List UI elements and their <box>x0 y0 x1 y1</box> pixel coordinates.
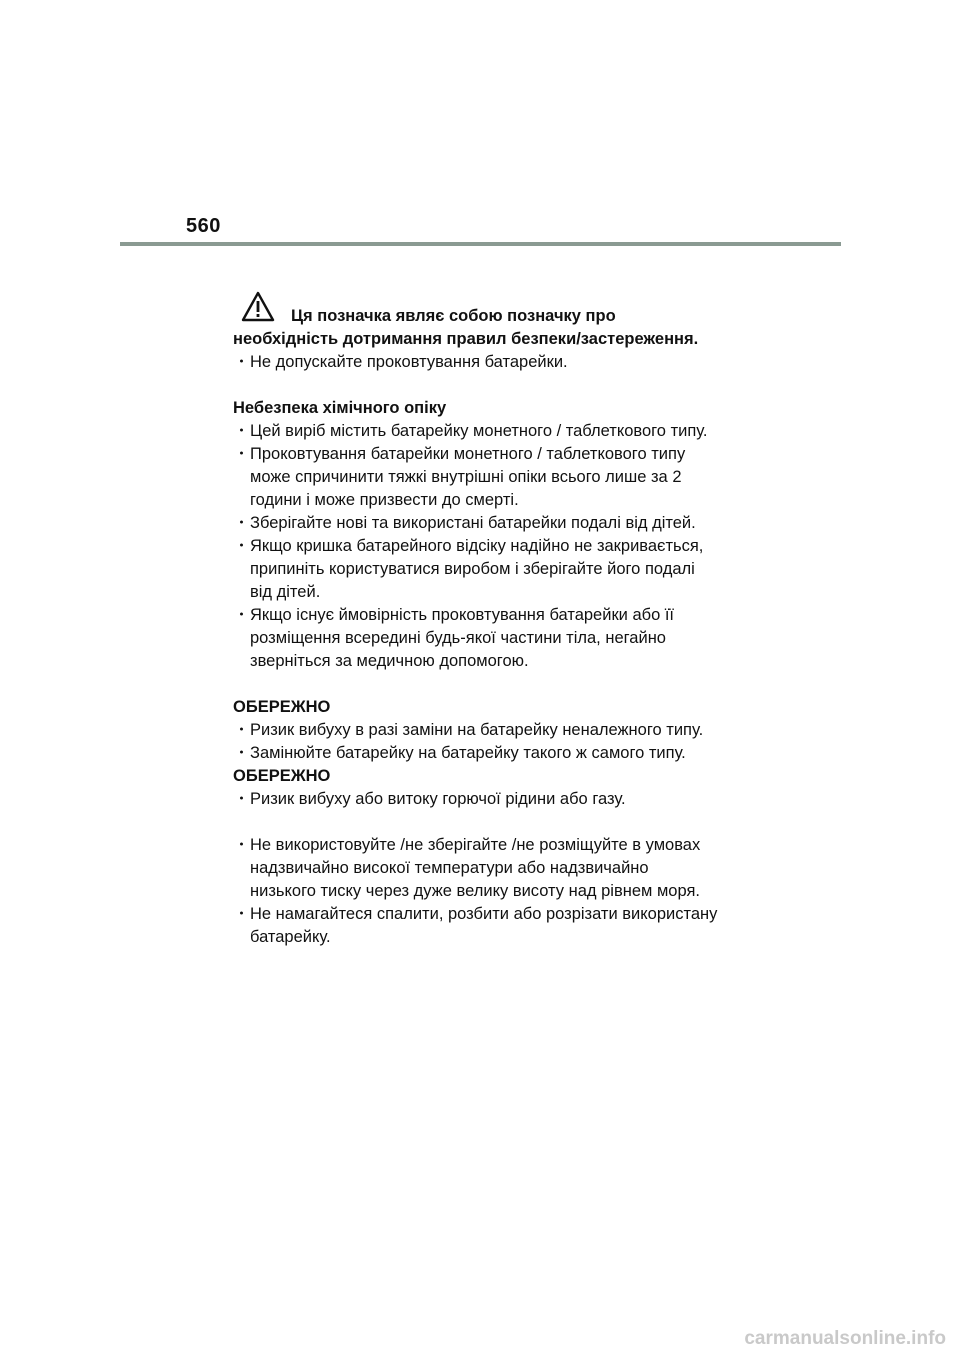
bullet-continuation: години і може призвести до смерті. <box>250 491 519 509</box>
warning-group <box>233 673 753 765</box>
bullet-continuation: низького тиску через дуже велику висоту над рівнем моря. <box>250 882 700 900</box>
bullet-dot: ・ <box>233 353 250 371</box>
bullet-item <box>233 788 753 811</box>
section-heading: Небезпека хімічного опіку <box>233 399 447 417</box>
warning-triangle-icon <box>241 291 275 323</box>
bullet-continuation: розміщення всередині будь-якої частини тіла, негайно <box>250 629 666 647</box>
bullet-dot: ・ <box>233 537 250 555</box>
warning-group <box>233 351 753 374</box>
bullet-dot: ・ <box>233 836 250 854</box>
bullet-text: Цей виріб містить батарейку монетного / таблеткового типу. <box>250 422 708 440</box>
spacer <box>233 673 753 696</box>
bullet-text: Проковтування батарейки монетного / таблеткового типу <box>250 445 686 463</box>
bullet-continuation: батарейку. <box>250 928 331 946</box>
spacer <box>233 811 753 834</box>
warning-groups <box>233 351 753 949</box>
bullet-dot: ・ <box>233 445 250 463</box>
bullet-continuation: зверніться за медичною допомогою. <box>250 652 529 670</box>
bullet-continuation: може спричинити тяжкі внутрішні опіки всього лише за 2 <box>250 468 682 486</box>
bullet-continuation: надзвичайно високої температури або надзвичайно <box>250 859 649 877</box>
bullet-item <box>233 512 753 535</box>
warning-group <box>233 811 753 949</box>
bullet-text: Якщо кришка батарейного відсіку надійно не закривається, <box>250 537 704 555</box>
bullet-item <box>233 351 753 374</box>
bullet-text: Якщо існує ймовірність проковтування батарейки або її <box>250 606 675 624</box>
intro-text-1: Ця позначка являє собою позначку про <box>291 307 616 325</box>
bullet-item <box>233 443 753 466</box>
bullet-item <box>233 604 753 627</box>
bullet-continuation: від дітей. <box>250 583 321 601</box>
page-number: 560 <box>186 215 221 237</box>
bullet-text: Ризик вибуху в разі заміни на батарейку неналежного типу. <box>250 721 704 739</box>
bullet-dot: ・ <box>233 790 250 808</box>
bullet-text: Замінюйте батарейку на батарейку такого ж самого типу. <box>250 744 686 762</box>
bullet-dot: ・ <box>233 721 250 739</box>
bullet-dot: ・ <box>233 514 250 532</box>
bullet-item <box>233 535 753 558</box>
bullet-text: Не допускайте проковтування батарейки. <box>250 353 568 371</box>
bullet-text: Ризик вибуху або витоку горючої рідини або газу. <box>250 790 626 808</box>
bullet-item <box>233 834 753 857</box>
bullet-text: Не використовуйте /не зберігайте /не розміщуйте в умовах <box>250 836 701 854</box>
bullet-item <box>233 420 753 443</box>
safety-content <box>233 305 753 949</box>
bullet-dot: ・ <box>233 422 250 440</box>
header-rule <box>120 242 841 246</box>
bullet-text: Не намагайтеся спалити, розбити або розрізати використану <box>250 905 718 923</box>
warning-group <box>233 765 753 811</box>
watermark: carmanualsonline.info <box>744 1328 946 1349</box>
intro-line-2: необхідність дотримання правил безпеки/застереження. <box>233 330 699 348</box>
spacer <box>233 374 753 397</box>
intro-line-1 <box>233 305 753 328</box>
bullet-continuation: припиніть користуватися виробом і зберігайте його подалі <box>250 560 695 578</box>
section-heading: ОБЕРЕЖНО <box>233 767 331 785</box>
warning-group <box>233 374 753 673</box>
bullet-text: Зберігайте нові та використані батарейки подалі від дітей. <box>250 514 696 532</box>
bullet-dot: ・ <box>233 905 250 923</box>
section-heading: ОБЕРЕЖНО <box>233 698 331 716</box>
bullet-dot: ・ <box>233 606 250 624</box>
bullet-item <box>233 903 753 926</box>
bullet-dot: ・ <box>233 744 250 762</box>
bullet-item <box>233 742 753 765</box>
bullet-item <box>233 719 753 742</box>
